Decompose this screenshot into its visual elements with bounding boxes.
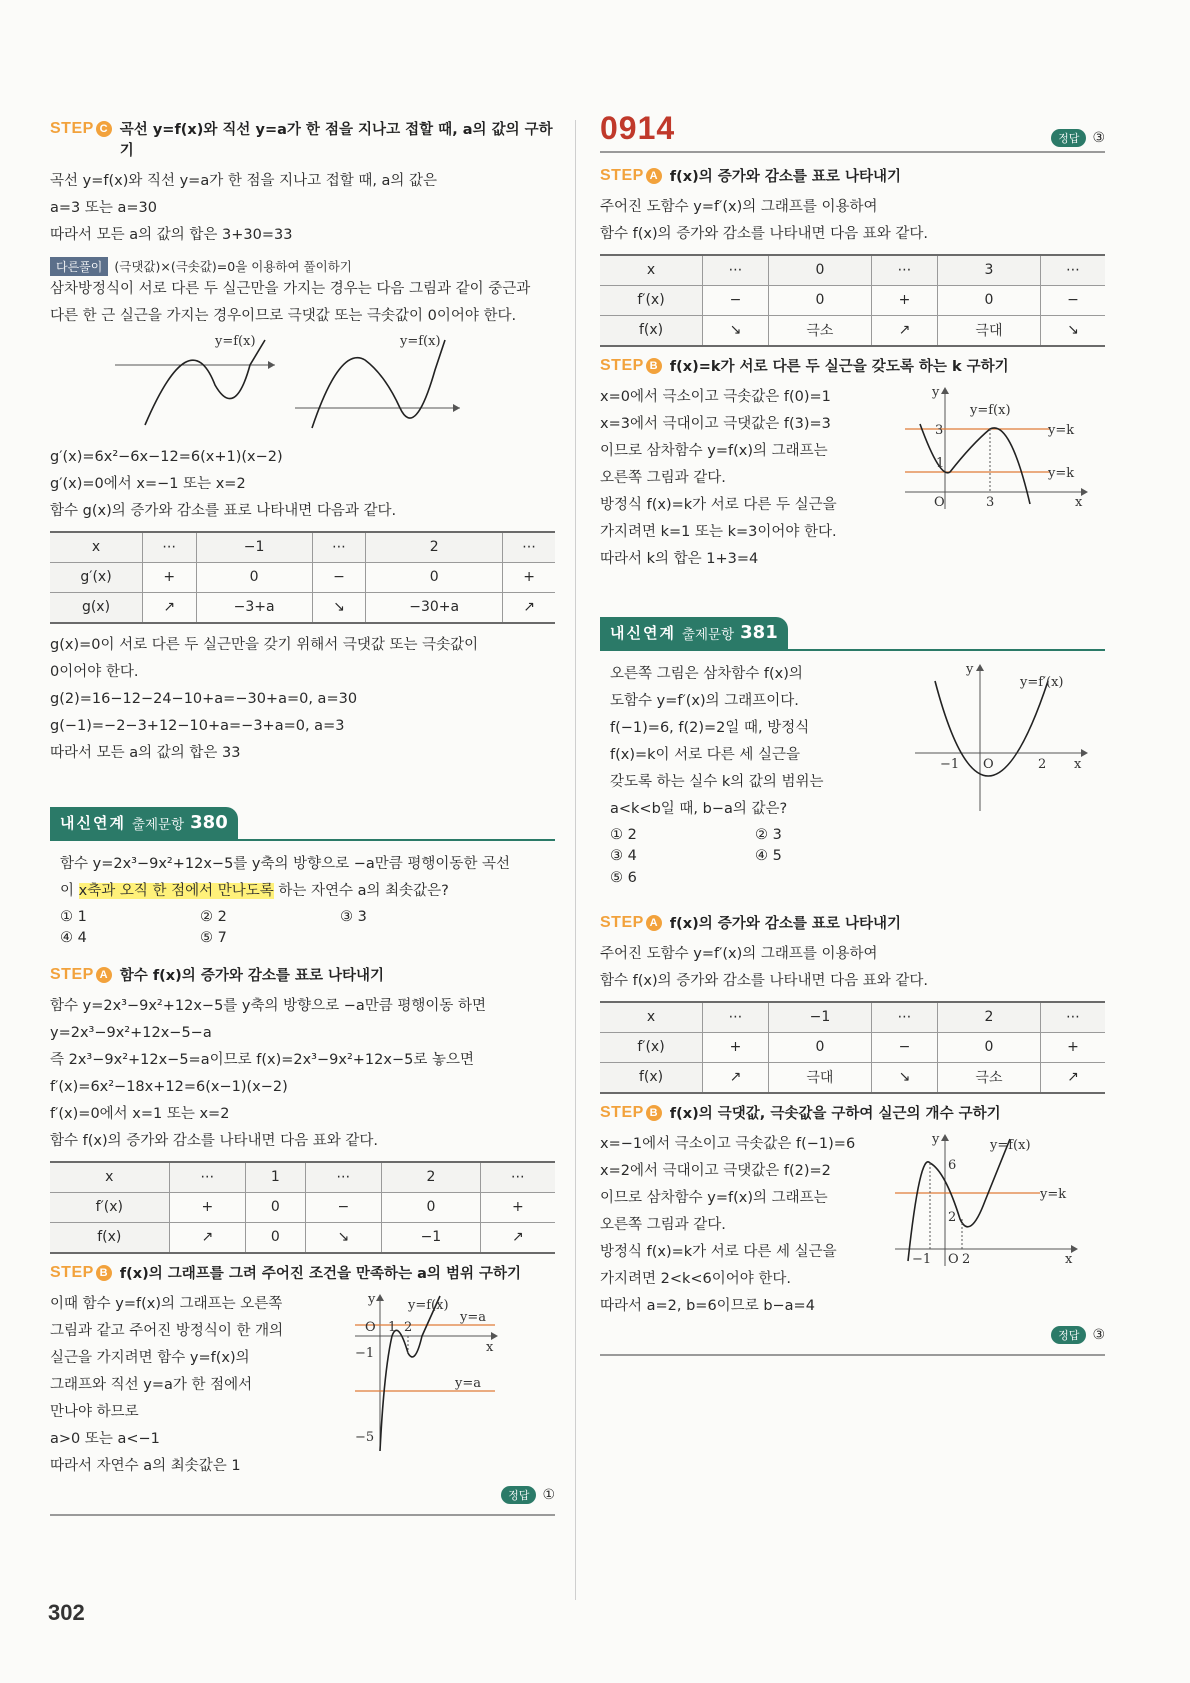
text-line: 0이어야 한다. <box>50 663 139 680</box>
choice[interactable]: ② 3 <box>755 826 782 843</box>
alt-graphs <box>50 330 555 440</box>
table-row: x ⋯ 1 ⋯ 2 ⋯ <box>50 1162 555 1193</box>
text-line: x=2에서 극대이고 극댓값은 f(2)=2 <box>600 1162 831 1179</box>
variation-table-0914 <box>600 254 1105 347</box>
section-rule <box>50 1514 555 1516</box>
table-row: g′(x) + 0 − 0 + <box>50 562 555 592</box>
step-a2-header: STEP A f(x)의 증가와 감소를 표로 나타내기 <box>600 913 901 932</box>
text-line: g(x)=0이 서로 다른 두 실근만을 갖기 위해서 극댓값 또는 극솟값이 <box>50 636 479 653</box>
choice[interactable]: ⑤ 6 <box>610 870 637 887</box>
svg-text:O: O <box>934 494 945 510</box>
problem-header <box>600 110 1105 153</box>
svg-text:2: 2 <box>962 1251 971 1267</box>
text-line: 방정식 f(x)=k가 서로 다른 두 실근을 <box>600 496 837 513</box>
table-row: g(x) ↗ −3+a ↘ −30+a ↗ <box>50 592 555 623</box>
svg-text:−1: −1 <box>912 1251 932 1267</box>
variation-table-f <box>50 1161 555 1254</box>
svg-text:y: y <box>966 661 974 677</box>
graph-figure-381 <box>890 1131 1080 1271</box>
text-line: 함수 y=2x³−9x²+12x−5를 y축의 방향으로 −a만큼 평행이동 하면 <box>50 998 487 1015</box>
alt-tag: 다른풀이 <box>50 257 108 276</box>
variation-table-381 <box>600 1001 1105 1094</box>
choices <box>60 907 555 951</box>
step-a1-header: STEP A f(x)의 증가와 감소를 표로 나타내기 <box>600 167 901 185</box>
text-line: g′(x)=0에서 x=−1 또는 x=2 <box>50 475 246 492</box>
text-line: 따라서 모든 a의 값의 합은 33 <box>50 744 241 761</box>
text-line: 가지려면 k=1 또는 k=3이어야 한다. <box>600 523 837 540</box>
choices <box>610 825 1105 890</box>
svg-text:2: 2 <box>948 1209 957 1225</box>
step-title: 곡선 y=f(x)와 직선 y=a가 한 점을 지나고 접할 때, a의 값의 구하기 <box>119 122 553 160</box>
svg-text:3: 3 <box>935 422 944 438</box>
svg-text:x: x <box>486 1339 494 1355</box>
svg-text:y=f′(x): y=f′(x) <box>1020 674 1064 690</box>
question-text: a<k<b일 때, b−a의 값은? <box>610 800 788 817</box>
svg-text:x: x <box>1065 1251 1073 1267</box>
answer-380: 정답 ① <box>50 1486 555 1504</box>
text-line: a>0 또는 a<−1 <box>50 1430 160 1447</box>
text-line: 주어진 도함수 y=f′(x)의 그래프를 이용하여 <box>600 199 878 216</box>
step-a-header: STEP A 함수 f(x)의 증가와 감소를 표로 나타내기 <box>50 966 385 985</box>
text-line: g′(x)=6x²−6x−12=6(x+1)(x−2) <box>50 448 283 465</box>
step-b1-header: STEP B f(x)=k가 서로 다른 두 실근을 갖도록 하는 k 구하기 <box>600 356 1009 375</box>
table-row: f′(x) + 0 − 0 + <box>50 1192 555 1222</box>
svg-text:y=k: y=k <box>1048 422 1075 438</box>
question-381 <box>600 661 1105 890</box>
text-line: 그래프와 직선 y=a가 한 점에서 <box>50 1376 253 1393</box>
answer-381: 정답 ③ <box>600 1326 1105 1344</box>
text-line: 함수 f(x)의 증가와 감소를 나타내면 다음 표와 같다. <box>50 1132 379 1149</box>
svg-text:y=k: y=k <box>1048 465 1075 481</box>
text-line: 방정식 f(x)=k가 서로 다른 세 실근을 <box>600 1243 837 1260</box>
table-row: f(x) ↘ 극소 ↗ 극대 ↘ <box>600 315 1105 346</box>
svg-text:y=f(x): y=f(x) <box>408 1297 449 1313</box>
table-row: x ⋯ −1 ⋯ 2 ⋯ <box>50 532 555 563</box>
text-line: f′(x)=0에서 x=1 또는 x=2 <box>50 1105 230 1122</box>
right-column <box>600 110 1105 1356</box>
step-c-header <box>50 120 555 162</box>
text-line: 그림과 같고 주어진 방정식이 한 개의 <box>50 1322 284 1339</box>
variation-table-g <box>50 531 555 624</box>
text-line: a=3 또는 a=30 <box>50 200 157 216</box>
question-text: 함수 y=2x³−9x²+12x−5를 y축의 방향으로 −a만큼 평행이동한 곡선 <box>60 855 511 872</box>
svg-text:y=k: y=k <box>1040 1186 1067 1202</box>
svg-text:O: O <box>365 1319 376 1335</box>
left-column <box>50 110 555 1516</box>
text-line: 따라서 자연수 a의 최솟값은 1 <box>50 1457 241 1474</box>
svg-text:2: 2 <box>404 1319 413 1335</box>
text-line: 주어진 도함수 y=f′(x)의 그래프를 이용하여 <box>600 945 878 962</box>
choice[interactable]: ③ 4 <box>610 848 637 865</box>
table-row: f′(x) + 0 − 0 + <box>600 1032 1105 1062</box>
svg-text:2: 2 <box>1038 756 1047 772</box>
question-text: f(−1)=6, f(2)=2일 때, 방정식 <box>610 719 810 736</box>
text-line: 오른쪽 그림과 같다. <box>600 469 726 486</box>
text-line: x=3에서 극대이고 극댓값은 f(3)=3 <box>600 415 831 432</box>
text-line: 즉 2x³−9x²+12x−5=a이므로 f(x)=2x³−9x²+12x−5로 놓으면 <box>50 1052 474 1069</box>
svg-text:x: x <box>1075 494 1083 510</box>
choice[interactable]: ① 2 <box>610 826 637 843</box>
graph-figure-0914 <box>900 384 1090 514</box>
highlighted-text: x축과 오직 한 점에서 만나도록 <box>78 882 274 899</box>
table-row: f′(x) − 0 + 0 − <box>600 285 1105 315</box>
graph-label-2: y=f(x) <box>400 333 441 349</box>
svg-text:y=a: y=a <box>455 1375 481 1391</box>
question-text: 이 x축과 오직 한 점에서 만나도록 하는 자연수 a의 최솟값은? <box>60 882 449 899</box>
text-line: 따라서 a=2, b=6이므로 b−a=4 <box>600 1297 815 1314</box>
choice[interactable]: ② 2 <box>200 908 227 925</box>
text-line: 함수 f(x)의 증가와 감소를 나타내면 다음 표와 같다. <box>600 972 929 989</box>
problem-banner-380: 내신연계 출제문항 380 <box>50 807 555 841</box>
svg-text:O: O <box>948 1251 959 1267</box>
text-line: 함수 f(x)의 증가와 감소를 나타내면 다음 표와 같다. <box>600 225 929 242</box>
graph-label-1: y=f(x) <box>215 333 256 349</box>
text-line: 곡선 y=f(x)와 직선 y=a가 한 점을 지나고 접할 때, a의 값은 <box>50 173 438 190</box>
alternative-solution <box>50 257 555 767</box>
column-divider <box>575 120 576 1600</box>
step-b-header: STEP B f(x)의 그래프를 그려 주어진 조건을 만족하는 a의 범위 구하기 <box>50 1263 522 1282</box>
text-line: 이때 함수 y=f(x)의 그래프는 오른쪽 <box>50 1295 283 1312</box>
step-label: STEP C <box>50 120 112 138</box>
graph-figure-380 <box>350 1291 510 1456</box>
svg-text:y: y <box>932 384 940 400</box>
table-row: f(x) ↗ 극대 ↘ 극소 ↗ <box>600 1062 1105 1093</box>
text-line: 삼차방정식이 서로 다른 두 실근만을 가지는 경우는 다음 그림과 같이 중근과 <box>50 280 531 297</box>
svg-text:3: 3 <box>986 494 995 510</box>
step-b2-header: STEP B f(x)의 극댓값, 극솟값을 구하여 실근의 개수 구하기 <box>600 1103 1001 1122</box>
svg-text:y: y <box>932 1131 940 1147</box>
text-line: 가지려면 2<k<6이어야 한다. <box>600 1270 792 1287</box>
table-row: f(x) ↗ 0 ↘ −1 ↗ <box>50 1222 555 1253</box>
svg-text:y=f(x): y=f(x) <box>970 402 1011 418</box>
alt-title: (극댓값)×(극솟값)=0을 이용하여 풀이하기 <box>114 258 352 274</box>
table-row: x ⋯ −1 ⋯ 2 ⋯ <box>600 1002 1105 1033</box>
text-line: 오른쪽 그림과 같다. <box>600 1216 726 1233</box>
text-line: 함수 g(x)의 증가와 감소를 표로 나타내면 다음과 같다. <box>50 502 397 519</box>
question-380 <box>50 851 555 950</box>
problem-banner-381: 내신연계 출제문항 381 <box>600 617 1105 651</box>
question-text: 도함수 y=f′(x)의 그래프이다. <box>610 692 799 709</box>
answer-0914: 정답 ③ <box>1051 129 1105 147</box>
text-line: 따라서 모든 a의 값의 합은 3+30=33 <box>50 226 293 243</box>
svg-text:−1: −1 <box>355 1345 375 1361</box>
text-line: 따라서 k의 합은 1+3=4 <box>600 550 759 567</box>
svg-text:y=a: y=a <box>460 1309 486 1325</box>
problem-number: 0914 <box>600 110 676 146</box>
svg-text:−5: −5 <box>355 1429 375 1445</box>
choice[interactable]: ⑤ 7 <box>200 930 227 947</box>
text-line: x=−1에서 극소이고 극솟값은 f(−1)=6 <box>600 1135 856 1152</box>
derivative-figure-381 <box>910 661 1090 821</box>
svg-text:−1: −1 <box>940 756 960 772</box>
svg-text:y=f(x): y=f(x) <box>990 1137 1031 1153</box>
question-text: 오른쪽 그림은 삼차함수 f(x)의 <box>610 665 803 682</box>
text-line: g(2)=16−12−24−10+a=−30+a=0, a=30 <box>50 690 358 707</box>
question-text: 갖도록 하는 실수 k의 값의 범위는 <box>610 773 824 790</box>
page-number: 302 <box>48 1600 85 1625</box>
svg-text:O: O <box>983 756 994 772</box>
svg-text:1: 1 <box>936 455 945 471</box>
question-text: f(x)=k이 서로 다른 세 실근을 <box>610 746 801 763</box>
text-line: y=2x³−9x²+12x−5−a <box>50 1025 212 1042</box>
choice[interactable]: ④ 4 <box>60 930 87 947</box>
svg-text:x: x <box>1074 756 1082 772</box>
text-line: 만나야 하므로 <box>50 1403 139 1420</box>
svg-text:1: 1 <box>388 1319 397 1335</box>
text-line: 실근을 가지려면 함수 y=f(x)의 <box>50 1349 250 1366</box>
svg-text:6: 6 <box>948 1157 957 1173</box>
text-line: x=0에서 극소이고 극솟값은 f(0)=1 <box>600 388 831 405</box>
text-line: g(−1)=−2−3+12−10+a=−3+a=0, a=3 <box>50 717 345 734</box>
table-row: x ⋯ 0 ⋯ 3 ⋯ <box>600 255 1105 286</box>
svg-text:y: y <box>368 1291 376 1307</box>
text-line: f′(x)=6x²−18x+12=6(x−1)(x−2) <box>50 1078 288 1095</box>
text-line: 이므로 삼차함수 y=f(x)의 그래프는 <box>600 442 828 459</box>
choice[interactable]: ③ 3 <box>340 908 367 925</box>
text-line: 다른 한 근 실근을 가지는 경우이므로 극댓값 또는 극솟값이 0이어야 한다. <box>50 307 517 324</box>
text-line: 이므로 삼차함수 y=f(x)의 그래프는 <box>600 1189 828 1206</box>
choice[interactable]: ① 1 <box>60 908 87 925</box>
section-rule <box>600 1354 1105 1356</box>
choice[interactable]: ④ 5 <box>755 848 782 865</box>
